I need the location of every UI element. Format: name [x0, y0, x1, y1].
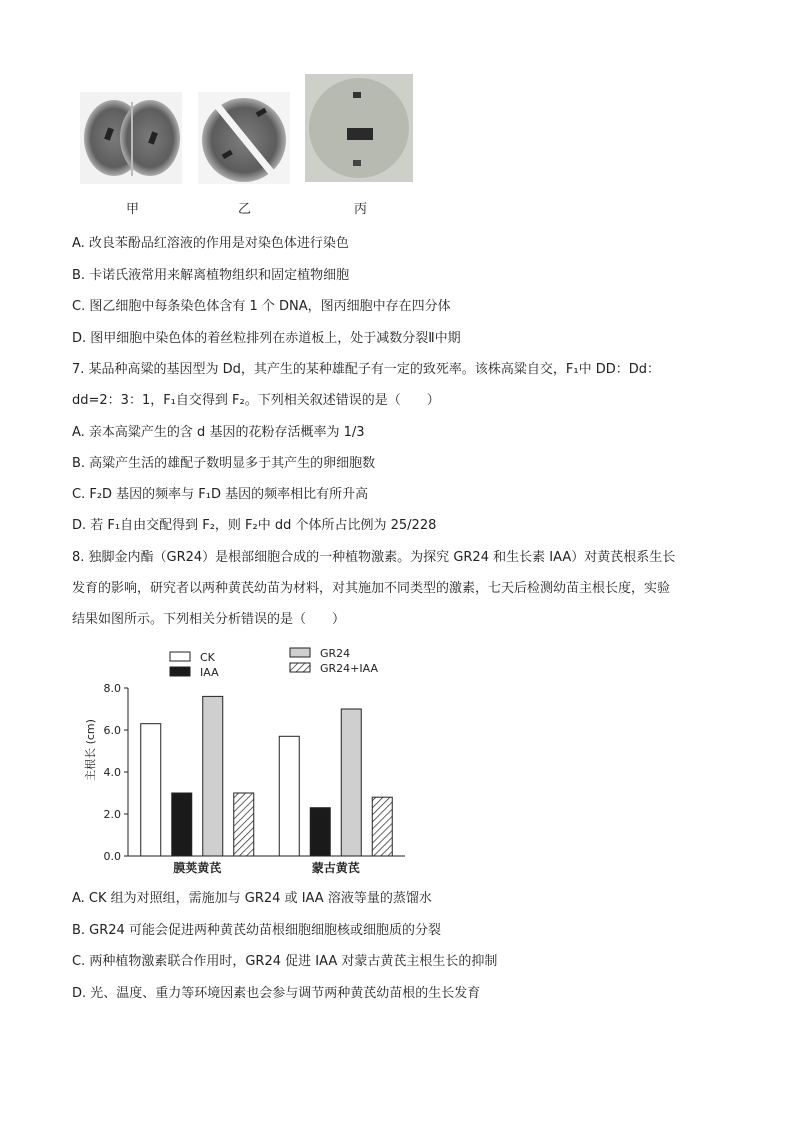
bar-iaa-1: [310, 808, 330, 856]
legend-swatch-gr24-iaa: [290, 663, 310, 672]
legend-label: IAA: [200, 666, 219, 679]
caption-bing: 丙: [354, 202, 368, 217]
caption-yi: 乙: [238, 202, 252, 217]
caption-jia: 甲: [126, 202, 140, 217]
y-tick-label: 6.0: [103, 724, 121, 737]
q6-option-d: D. 图甲细胞中染色体的着丝粒排列在赤道板上，处于减数分裂Ⅱ中期: [72, 331, 461, 346]
legend-swatch-gr24: [290, 648, 310, 657]
micrograph-jia: [80, 92, 182, 184]
root-length-bar-chart: [80, 640, 410, 885]
legend-label: GR24: [320, 647, 351, 660]
legend-label: GR24+IAA: [320, 662, 378, 675]
legend-swatch-ck: [170, 652, 190, 661]
bar-gr24-iaa-1: [372, 797, 392, 856]
q8-stem-line2: 发育的影响，研究者以两种黄芪幼苗为材料，对其施加不同类型的激素，七天后检测幼苗主根长度，实验: [72, 581, 671, 596]
category-label: 膜荚黄芪: [173, 861, 222, 875]
q6-option-c: C. 图乙细胞中每条染色体含有 1 个 DNA，图丙细胞中存在四分体: [72, 299, 451, 314]
y-tick-label: 0.0: [103, 850, 121, 863]
q6-option-b: B. 卡诺氏液常用来解离植物组织和固定植物细胞: [72, 268, 350, 283]
q7-option-a: A. 亲本高粱产生的含 d 基因的花粉存活概率为 1/3: [72, 425, 365, 440]
q7-option-c: C. F₂D 基因的频率与 F₁D 基因的频率相比有所升高: [72, 487, 369, 502]
micrograph-bing: [305, 74, 413, 182]
bar-gr24-iaa-0: [234, 793, 254, 856]
q7-option-b: B. 高粱产生活的雄配子数明显多于其产生的卵细胞数: [72, 456, 376, 471]
q8-option-a: A. CK 组为对照组，需施加与 GR24 或 IAA 溶液等量的蒸馏水: [72, 891, 432, 906]
q8-stem-line1: 8. 独脚金内酯（GR24）是根部细胞合成的一种植物激素。为探究 GR24 和生长素 IAA）对黄芪根系生长: [72, 550, 676, 565]
q7-stem-line1: 7. 某品种高粱的基因型为 Dd，其产生的某种雄配子有一定的致死率。该株高粱自交，F₁中 DD：Dd：: [72, 362, 661, 377]
bar-gr24-1: [341, 709, 361, 856]
legend-swatch-iaa: [170, 667, 190, 676]
bar-iaa-0: [172, 793, 192, 856]
q8-option-b: B. GR24 可能会促进两种黄芪幼苗根细胞细胞核或细胞质的分裂: [72, 923, 441, 938]
q7-option-d: D. 若 F₁自由交配得到 F₂，则 F₂中 dd 个体所占比例为 25/228: [72, 518, 437, 533]
bar-ck-1: [279, 736, 299, 856]
y-tick-label: 8.0: [103, 682, 121, 695]
q7-stem-line2: dd=2：3：1，F₁自交得到 F₂。下列相关叙述错误的是（ ）: [72, 393, 440, 408]
q8-stem-line3: 结果如图所示。下列相关分析错误的是（ ）: [72, 612, 346, 627]
bar-ck-0: [141, 724, 161, 856]
y-tick-label: 2.0: [103, 808, 121, 821]
y-axis-label: 主根长 (cm): [84, 719, 97, 781]
y-tick-label: 4.0: [103, 766, 121, 779]
q8-option-d: D. 光、温度、重力等环境因素也会参与调节两种黄芪幼苗根的生长发育: [72, 986, 481, 1001]
legend-label: CK: [200, 651, 215, 664]
micrograph-yi: [198, 92, 290, 184]
bar-gr24-0: [203, 696, 223, 856]
category-label: 蒙古黄芪: [311, 861, 360, 875]
q8-option-c: C. 两种植物激素联合作用时，GR24 促进 IAA 对蒙古黄芪主根生长的抑制: [72, 954, 498, 969]
q6-option-a: A. 改良苯酚品红溶液的作用是对染色体进行染色: [72, 236, 349, 251]
